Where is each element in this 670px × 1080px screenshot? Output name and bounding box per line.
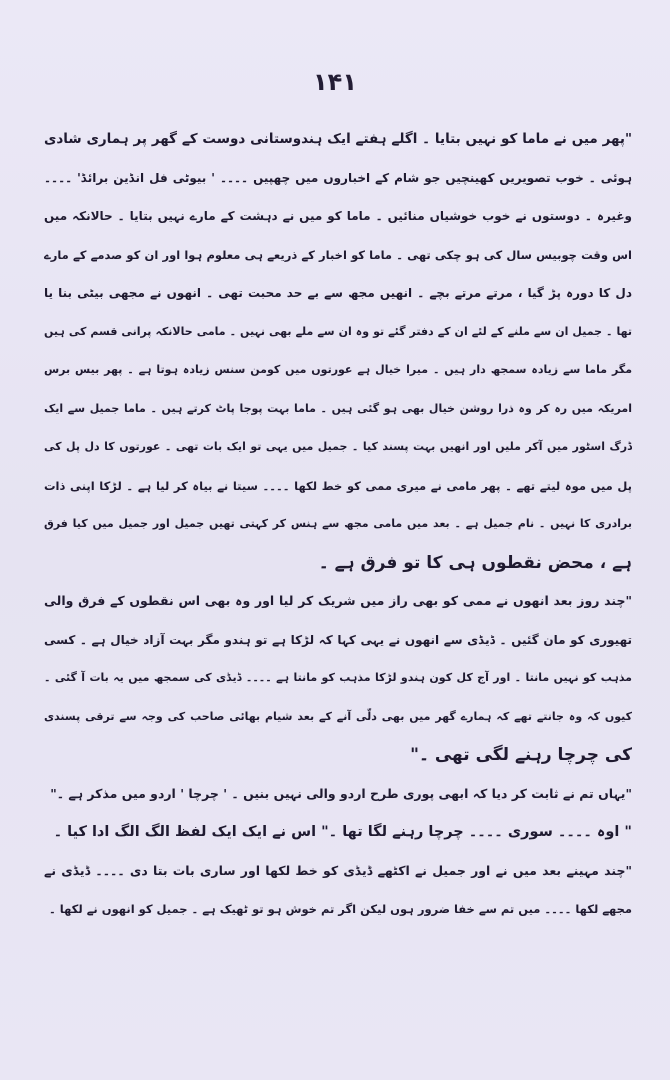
paragraph bbox=[44, 775, 632, 852]
text-line: تھا ۔ جمیل ان سے ملنے کے لئے ان کے دفتر گئے تو وہ ان سے ملے بھی نہیں ۔ مامی حالانکہ پرانی قسم کی ہیں bbox=[44, 324, 632, 338]
text-line: مذہب کو نہیں مانتا ۔ اور آج کل کون ہندو لڑکا مذہب کو مانتا ہے ۔۔۔۔ ڈیڈی کی سمجھ میں یہ بات آ گئی ۔ bbox=[44, 671, 632, 684]
text-line: " اوہ ۔۔۔۔ سوری ۔۔۔۔ چرچا رہنے لگا تھا ۔" اس نے ایک ایک لفظ الگ الگ ادا کیا ۔ bbox=[53, 824, 632, 840]
text-line: مجھے لکھا ۔۔۔۔ میں تم سے خفا ضرور ہوں لیکن اگر تم خوش ہو تو ٹھیک ہے ۔ جمیل کو انھوں نے لکھا ۔ bbox=[49, 902, 632, 916]
paragraph bbox=[44, 852, 632, 929]
text-line: "یہاں تم نے ثابت کر دیا کہ ابھی پوری طرح اردو والی نہیں بنیں ۔ ' چرچا ' اردو میں مذکر ہے ۔" bbox=[50, 785, 632, 801]
text-line: پل میں موہ لیتے تھے ۔ پھر مامی نے میری ممی کو خط لکھا ۔۔۔۔ سیتا نے بیاہ کر لیا ہے ۔ لڑکا اپنی ذات bbox=[44, 478, 632, 493]
text-line: برادری کا نہیں ۔ نام جمیل ہے ۔ بعد میں مامی مجھ سے ہنس کر کہتی تھیں جمیل اور جمیل میں کیا فرق bbox=[44, 517, 632, 530]
text-line: "پھر میں نے ماما کو نہیں بتایا ۔ اگلے ہفتے ایک ہندوستانی دوست کے گھر پر ہماری شادی bbox=[44, 131, 632, 147]
text-line: "چند مہینے بعد میں نے اور جمیل نے اکٹھے ڈیڈی کو خط لکھا اور ساری بات بتا دی ۔۔۔۔ ڈیڈی نے bbox=[44, 862, 632, 878]
body-text bbox=[44, 120, 632, 929]
text-line: کیوں کہ وہ جانتے تھے کہ ہمارے گھر میں بھی دلّی آنے کے بعد شیام بھائی صاحب کی وجہ سے ترقی پسندی bbox=[44, 709, 632, 723]
page-number: ۱۴۱ bbox=[313, 68, 357, 96]
text-line: کی چرچا رہنے لگی تھی ۔" bbox=[410, 745, 632, 765]
text-line: "چند روز بعد انھوں نے ممی کو بھی راز میں شریک کر لیا اور وہ بھی اس نقطوں کے فرق والی bbox=[44, 593, 632, 608]
text-line: ڈرگ اسٹور میں آکر ملیں اور انھیں بہت پسند کیا ۔ جمیل میں یہی تو ایک بات تھی ۔ عورتوں کا دل پل کی bbox=[44, 440, 632, 453]
text-line: ہے ، محض نقطوں ہی کا تو فرق ہے ۔ bbox=[318, 552, 632, 573]
text-line: وغیرہ ۔ دوستوں نے خوب خوشیاں منائیں ۔ ماما کو میں نے دہشت کے مارے نہیں بتایا ۔ حالانکہ میں bbox=[44, 209, 632, 223]
paragraph bbox=[44, 120, 632, 582]
text-line: مگر ماما سے زیادہ سمجھ دار ہیں ۔ میرا خیال ہے عورتوں میں کومن سنس زیادہ ہوتا ہے ۔ پھر بیس برس bbox=[44, 363, 632, 376]
text-line: امریکہ میں رہ کر وہ ذرا روشن خیال بھی ہو گئی ہیں ۔ ماما بہت پوجا پاٹ کرتے ہیں ۔ ماما جمیل سے ایک bbox=[44, 401, 632, 415]
text-line: ہوئی ۔ خوب تصویریں کھینچیں جو شام کے اخباروں میں چھپیں ۔۔۔۔ ' بیوٹی فل انڈین برائڈ' ۔۔۔۔ bbox=[44, 170, 632, 185]
text-line: تھیوری کو مان گئیں ۔ ڈیڈی سے انھوں نے یہی کہا کہ لڑکا ہے تو ہندو مگر بہت آزاد خیال ہے ۔ کسی bbox=[44, 632, 632, 647]
text-line: دل کا دورہ پڑ گیا ، مرتے مرتے بچے ۔ انھیں مجھ سے بے حد محبت تھی ۔ انھوں نے مجھی بیٹی بنا یا bbox=[44, 286, 632, 300]
text-line: اس وقت چوبیس سال کی ہو چکی تھی ۔ ماما کو اخبار کے ذریعے ہی معلوم ہوا اور ان کو صدمے کے مارے bbox=[44, 247, 632, 262]
paragraph bbox=[44, 582, 632, 775]
